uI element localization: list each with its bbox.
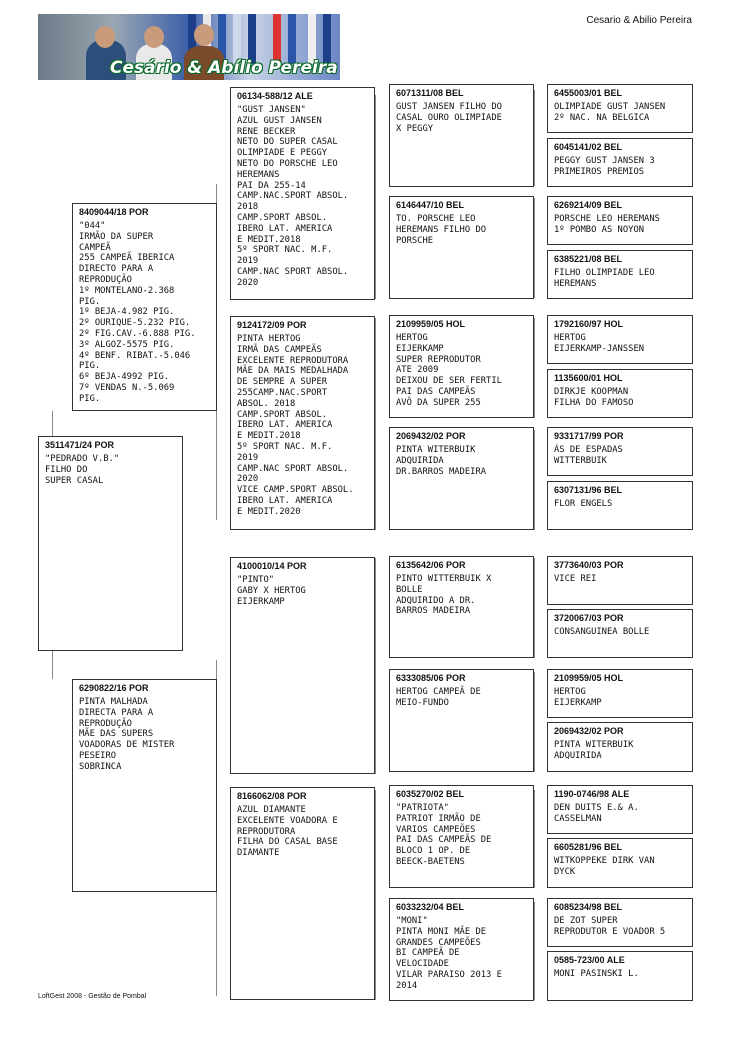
banner-image [38, 14, 340, 80]
sire-ring: 8409044/18 POR [79, 207, 149, 217]
gen5-notes: FILHO OLIMPIADE LEO HEREMANS [554, 268, 655, 289]
gen3-card [230, 557, 375, 774]
gen3-ring: 8166062/08 POR [237, 791, 307, 801]
gen5-ring: 9331717/99 POR [554, 431, 624, 441]
gen3-ring: 4100010/14 POR [237, 561, 307, 571]
gen3-card [230, 787, 375, 1000]
gen5-ring: 1792160/97 HOL [554, 319, 624, 329]
gen5-ring: 2069432/02 POR [554, 726, 624, 736]
gen4-card [389, 898, 534, 1001]
gen5-notes: OLIMPIADE GUST JANSEN 2º NAC. NA BELGICA [554, 102, 666, 123]
gen5-notes: MONI PASINSKI L. [554, 969, 639, 979]
owner-name: Cesario & Abilio Pereira [586, 15, 692, 26]
gen5-card [547, 427, 693, 476]
sire-card [72, 203, 217, 411]
gen5-card [547, 898, 693, 947]
gen5-notes: VICE REI [554, 574, 597, 584]
gen3-card [230, 316, 375, 530]
gen5-card [547, 556, 693, 605]
banner-title: Cesário & Abílio Pereira [110, 58, 338, 78]
gen4-card [389, 315, 534, 418]
gen4-card [389, 427, 534, 530]
gen4-card [389, 669, 534, 772]
gen4-card [389, 84, 534, 187]
dam-notes: PINTA MALHADA DIRECTA PARA A REPRODUÇÃO MÃE DAS SUPERS VOADORAS DE MISTER PESEIRO SOBRINCA [79, 697, 175, 772]
gen5-ring: 2109959/05 HOL [554, 673, 624, 683]
gen5-card [547, 838, 693, 888]
subject-ring: 3511471/24 POR [45, 440, 115, 450]
gen4-card [389, 785, 534, 888]
gen4-ring: 2069432/02 POR [396, 431, 466, 441]
gen3-ring: 06134-588/12 ALE [237, 91, 313, 101]
gen4-ring: 6135642/06 POR [396, 560, 466, 570]
gen5-card [547, 196, 693, 245]
gen5-notes: HERTOG EIJERKAMP-JANSSEN [554, 333, 645, 354]
gen5-ring: 6455003/01 BEL [554, 88, 623, 98]
subject-card [38, 436, 183, 651]
gen5-notes: DEN DUITS E.& A. CASSELMAN [554, 803, 639, 824]
gen3-card [230, 87, 375, 300]
gen4-notes: TO. PORSCHE LEO HEREMANS FILHO DO PORSCHE [396, 214, 487, 246]
gen4-ring: 2109959/05 HOL [396, 319, 466, 329]
gen5-card [547, 84, 693, 133]
gen3-notes: "PINTO" GABY X HERTOG EIJERKAMP [237, 575, 306, 607]
dam-card [72, 679, 217, 892]
gen5-ring: 6269214/09 BEL [554, 200, 623, 210]
gen5-notes: CONSANGUINEA BOLLE [554, 627, 650, 637]
gen4-notes: "MONI" PINTA MONI MÃE DE GRANDES CAMPEÕES BI CAMPEÃ DE VELOCIDADE VILAR PARAISO 2013 E 2014 [396, 916, 502, 991]
gen3-notes: AZUL DIAMANTE EXCELENTE VOADORA E REPRODUTORA FILHA DO CASAL BASE DIAMANTE [237, 805, 338, 859]
gen5-card [547, 951, 693, 1001]
gen3-notes: "GUST JANSEN" AZUL GUST JANSEN RENE BECKER NETO DO SUPER CASAL OLIMPIADE E PEGGY NETO DO PORSCHE LEO HEREMANS PAI DA 255-14 CAMP.NAC.SPORT ABSOL. 2018 CAMP.SPORT ABSOL. IBERO LAT. AMERICA E MEDIT.2018 5º SPORT NAC. M.F. 2019 CAMP.NAC SPORT ABSOL. 2020 [237, 105, 349, 288]
gen4-card [389, 196, 534, 299]
dam-ring: 6290822/16 POR [79, 683, 149, 693]
subject-notes: "PEDRADO V.B." FILHO DO SUPER CASAL [45, 454, 120, 486]
gen5-card [547, 669, 693, 718]
gen5-notes: FLOR ENGELS [554, 499, 613, 509]
gen3-ring: 9124172/09 POR [237, 320, 307, 330]
gen5-notes: DE ZOT SUPER REPRODUTOR E VOADOR 5 [554, 916, 666, 937]
gen4-ring: 6033232/04 BEL [396, 902, 465, 912]
gen4-ring: 6071311/08 BEL [396, 88, 464, 98]
gen4-ring: 6035270/02 BEL [396, 789, 465, 799]
gen5-ring: 1135600/01 HOL [554, 373, 623, 383]
gen5-card [547, 315, 693, 364]
gen5-notes: DIRKJE KOOPMAN FILHA DO FAMOSO [554, 387, 634, 408]
gen5-card [547, 722, 693, 772]
gen5-ring: 3773640/03 POR [554, 560, 624, 570]
gen5-notes: HERTOG EIJERKAMP [554, 687, 602, 708]
gen4-notes: PINTA WITERBUIK ADQUIRIDA DR.BARROS MADEIRA [396, 445, 487, 477]
gen5-ring: 6307131/96 BEL [554, 485, 623, 495]
gen4-ring: 6146447/10 BEL [396, 200, 465, 210]
gen5-notes: PEGGY GUST JANSEN 3 PRIMEIROS PREMIOS [554, 156, 655, 177]
gen5-ring: 6605281/96 BEL [554, 842, 623, 852]
gen5-card [547, 369, 693, 418]
gen5-notes: PORSCHE LEO HEREMANS 1º POMBO AS NOYON [554, 214, 660, 235]
gen5-ring: 3720067/03 POR [554, 613, 624, 623]
gen5-card [547, 481, 693, 530]
gen4-notes: "PATRIOTA" PATRIOT IRMÃO DE VARIOS CAMPEÕES PAI DAS CAMPEÃS DE BLOCO 1 OP. DE BEECK-BAETENS [396, 803, 492, 867]
gen5-ring: 6045141/02 BEL [554, 142, 623, 152]
gen5-ring: 0585-723/00 ALE [554, 955, 625, 965]
gen5-card [547, 250, 693, 299]
gen3-notes: PINTA HERTOG IRMÃ DAS CAMPEÃS EXCELENTE REPRODUTORA MÃE DA MAIS MEDALHADA DE SEMPRE A SUPER 255CAMP.NAC.SPORT ABSOL. 2018 CAMP.SPORT ABSOL. IBERO LAT. AMERICA E MEDIT.2018 5º SPORT NAC. M.F. 2019 CAMP.NAC SPORT ABSOL. 2020 VICE CAMP.SPORT ABSOL. IBERO LAT. AMERICA E MEDIT.2020 [237, 334, 354, 517]
gen4-ring: 6333085/06 POR [396, 673, 466, 683]
gen4-card [389, 556, 534, 658]
gen4-notes: PINTO WITTERBUIK X BOLLE ADQUIRIDO A DR. BARROS MADEIRA [396, 574, 492, 617]
gen5-ring: 6385221/08 BEL [554, 254, 623, 264]
gen5-card [547, 785, 693, 834]
gen5-ring: 1190-0746/98 ALE [554, 789, 630, 799]
gen4-notes: HERTOG EIJERKAMP SUPER REPRODUTOR ATE 2009 DEIXOU DE SER FERTIL PAI DAS CAMPEÃS AVÔ DA SUPER 255 [396, 333, 502, 408]
sire-notes: "044" IRMÃO DA SUPER CAMPEÃ 255 CAMPEÃ IBERICA DIRECTO PARA A REPRODUÇÃO 1º MONTELANO-2.368 PIG. 1º BEJA-4.982 PIG. 2º OURIQUE-5.232 PIG. 2º FIG.CAV.-6.888 PIG. 3º ALGOZ-5575 PIG. 4º BENF. RIBAT.-5.046 PIG. 6º BEJA-4992 PIG. 7º VENDAS N.-5.069 PIG. [79, 221, 196, 404]
gen5-notes: WITKOPPEKE DIRK VAN DYCK [554, 856, 655, 877]
gen5-notes: PINTA WITERBUIK ADQUIRIDA [554, 740, 634, 761]
gen5-notes: ÁS DE ESPADAS WITTERBUIK [554, 445, 623, 466]
gen4-notes: HERTOG CAMPEÃ DE MEIO-FUNDO [396, 687, 481, 708]
gen4-notes: GUST JANSEN FILHO DO CASAL OURO OLIMPIADE X PEGGY [396, 102, 502, 134]
gen5-card [547, 609, 693, 658]
footer-credit: LoftGest 2008 - Gestão de Pombal [38, 993, 147, 1000]
gen5-ring: 6085234/98 BEL [554, 902, 623, 912]
gen5-card [547, 138, 693, 187]
